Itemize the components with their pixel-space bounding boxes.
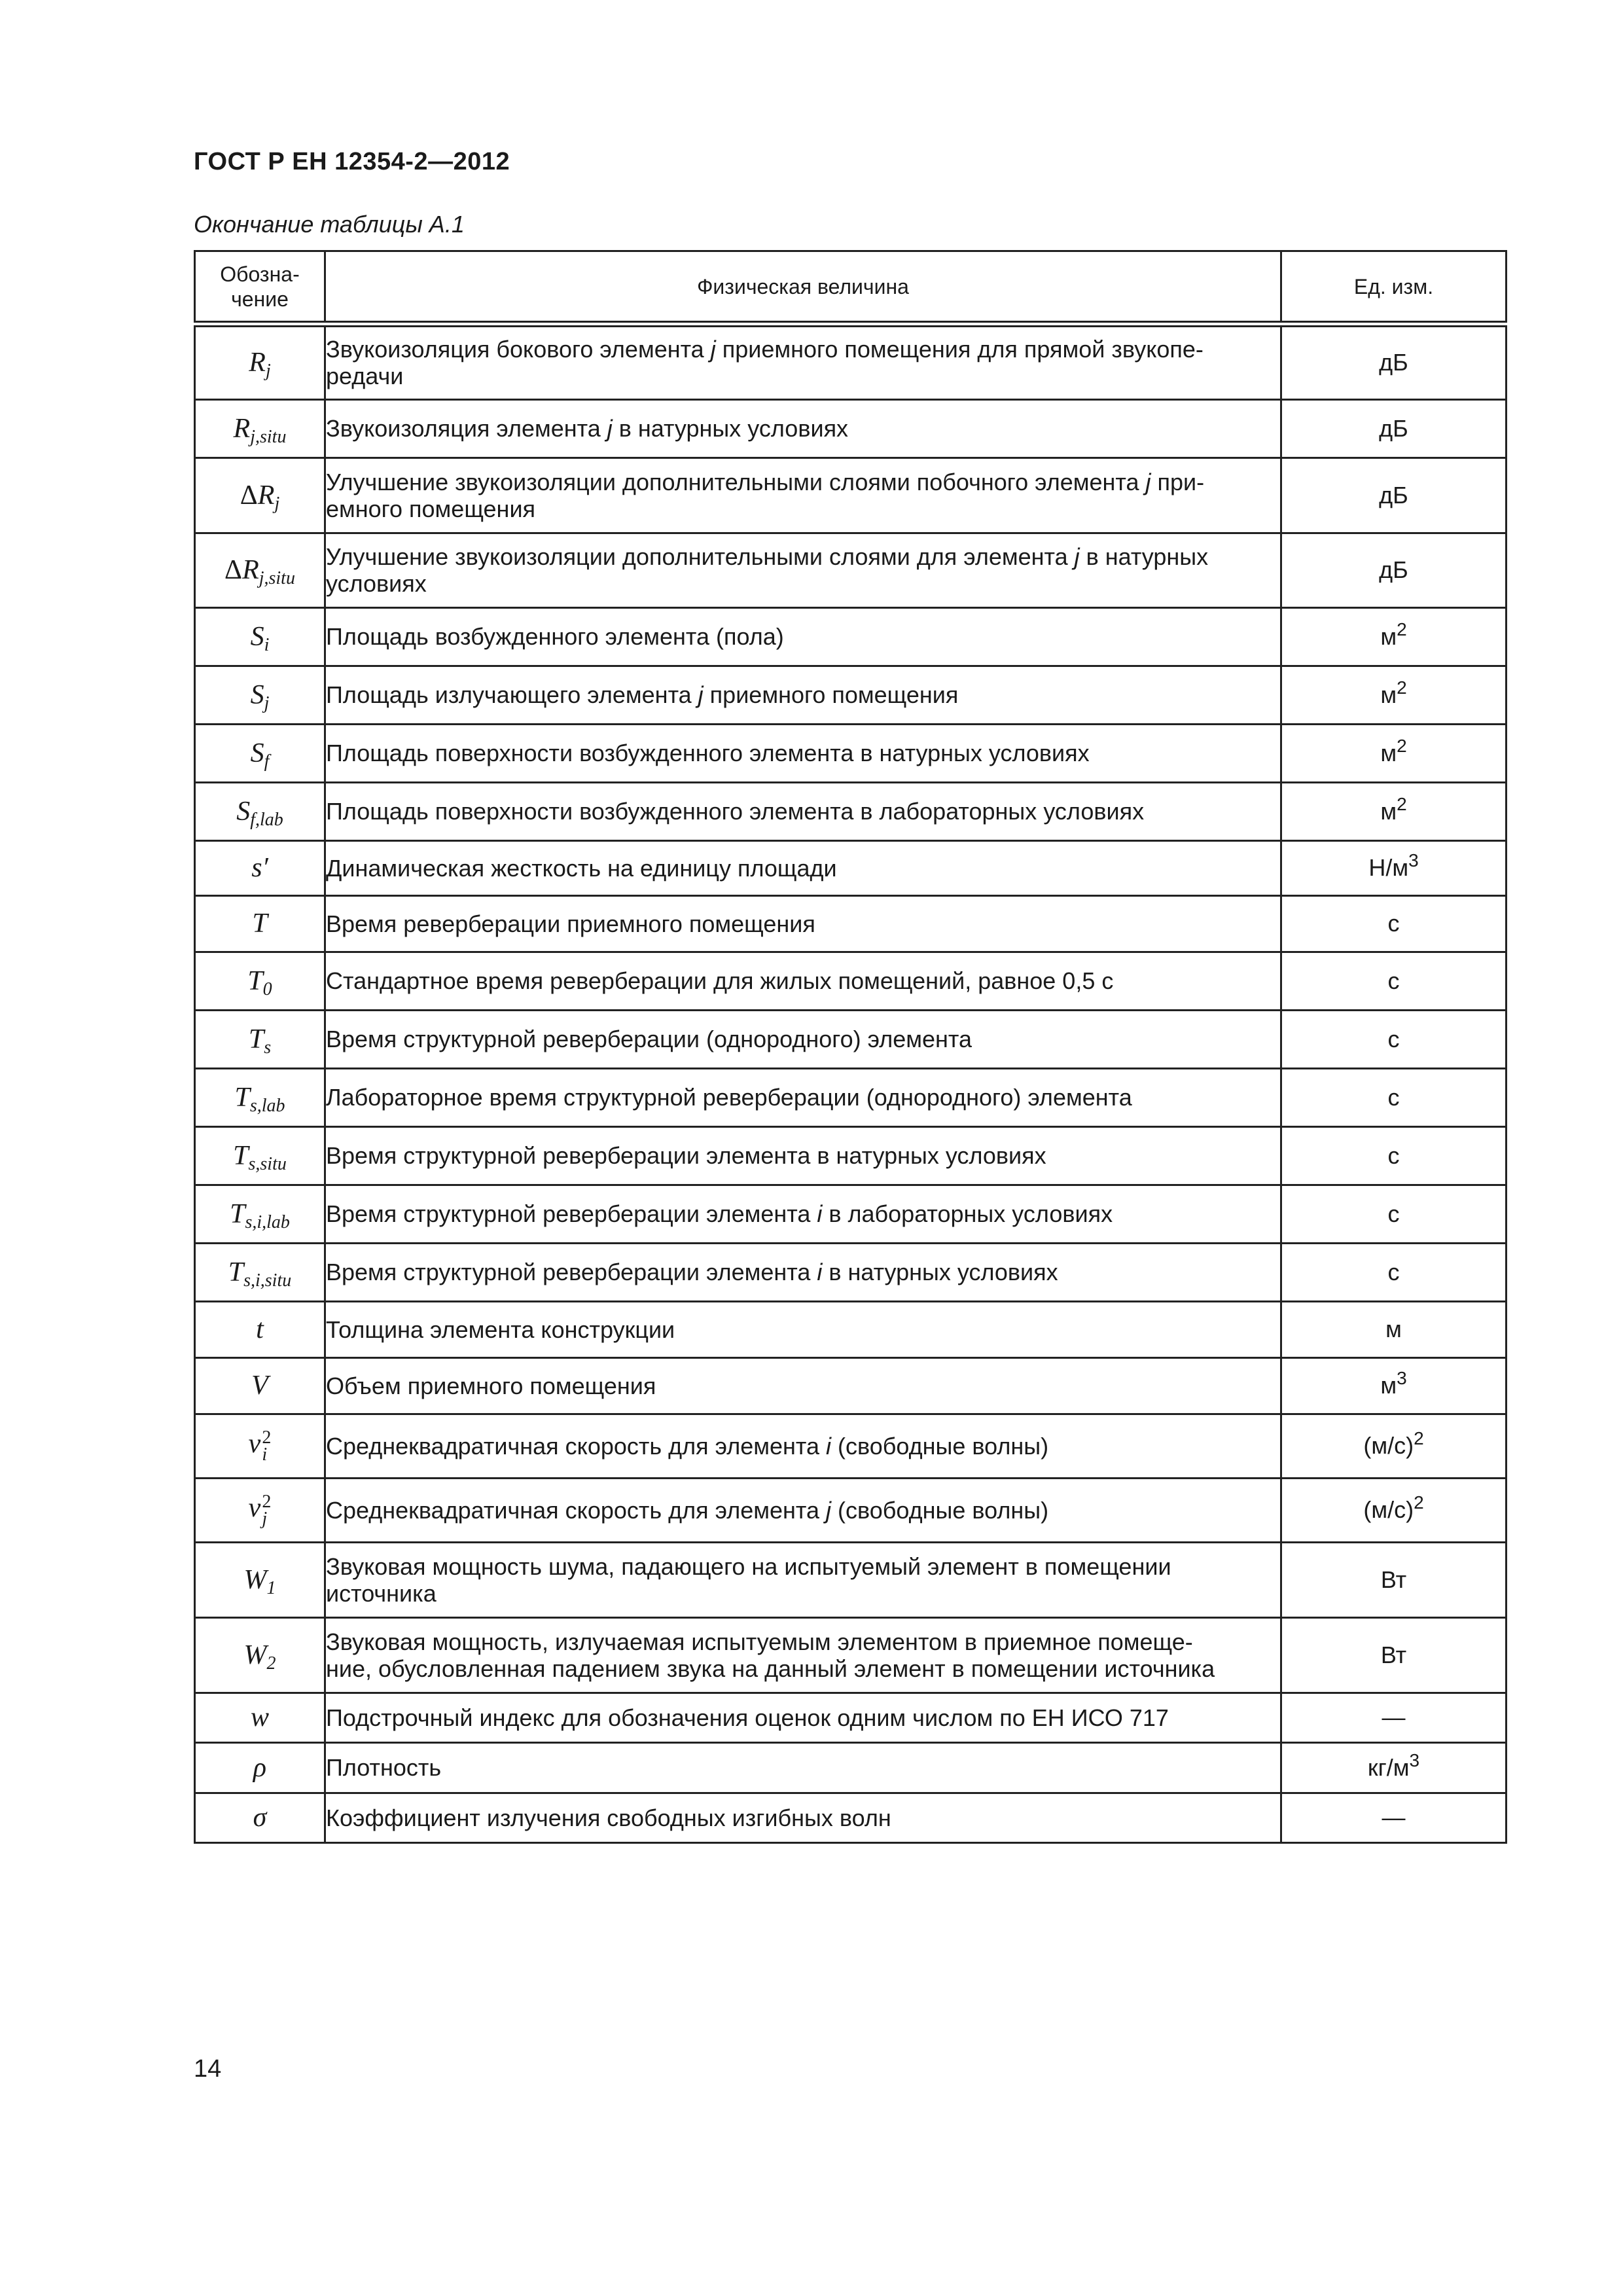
column-header-unit: Ед. изм. bbox=[1281, 251, 1507, 325]
table-row bbox=[195, 840, 1507, 895]
symbol-base: W bbox=[243, 1640, 267, 1670]
unit-cell bbox=[1281, 1010, 1507, 1068]
unit-superscript: 3 bbox=[1409, 1749, 1420, 1770]
description-text: приемного помещения bbox=[703, 681, 959, 708]
symbol-cell bbox=[195, 1478, 325, 1542]
table-row bbox=[195, 457, 1507, 533]
description-text: Среднеквадратичная скорость для элемента bbox=[326, 1432, 826, 1460]
table-row bbox=[195, 607, 1507, 666]
symbol-prefix: Δ bbox=[240, 480, 258, 511]
table-row bbox=[195, 1010, 1507, 1068]
quantity-description bbox=[325, 1793, 1281, 1842]
unit-text: (м/с) bbox=[1363, 1496, 1414, 1523]
unit-text: с bbox=[1387, 1200, 1400, 1227]
symbol-superscript: 2 bbox=[262, 1427, 272, 1448]
symbol-cell bbox=[195, 1126, 325, 1185]
symbol-subscript: 0 bbox=[262, 978, 272, 999]
table-header-row bbox=[195, 251, 1507, 325]
quantity-description bbox=[325, 324, 1281, 399]
unit-cell bbox=[1281, 533, 1507, 607]
description-text: в натурных условиях bbox=[326, 543, 1209, 597]
symbol-subscript: j bbox=[274, 493, 280, 514]
quantity-description bbox=[325, 457, 1281, 533]
unit-cell bbox=[1281, 1617, 1507, 1693]
symbol-cell bbox=[195, 1185, 325, 1243]
unit-cell bbox=[1281, 1185, 1507, 1243]
symbol-subscript: f bbox=[264, 751, 270, 772]
symbol-base: T bbox=[233, 1140, 249, 1171]
description-italic-index: j bbox=[1074, 543, 1080, 570]
unit-cell bbox=[1281, 1414, 1507, 1478]
table-row bbox=[195, 1693, 1507, 1742]
unit-text: с bbox=[1387, 1025, 1400, 1052]
description-text: Лабораторное время структурной реверберации (однородного) элемента bbox=[326, 1084, 1132, 1111]
table-row bbox=[195, 895, 1507, 952]
unit-text: дБ bbox=[1379, 414, 1408, 442]
unit-text: кг/м bbox=[1367, 1753, 1410, 1781]
symbol-subscript: s,i,situ bbox=[243, 1270, 292, 1291]
document-standard-header: ГОСТ Р ЕН 12354-2—2012 bbox=[194, 148, 510, 175]
quantity-description bbox=[325, 1478, 1281, 1542]
description-text: Стандартное время реверберации для жилых помещений, равное 0,5 с bbox=[326, 967, 1114, 994]
description-text: в лабораторных условиях bbox=[822, 1200, 1113, 1227]
unit-text: Н/м bbox=[1368, 854, 1409, 881]
unit-text: — bbox=[1382, 1804, 1406, 1831]
symbol-cell bbox=[195, 840, 325, 895]
quantity-description bbox=[325, 607, 1281, 666]
description-text: Время структурной реверберации элемента bbox=[326, 1200, 817, 1227]
unit-text: м bbox=[1380, 622, 1397, 650]
unit-cell bbox=[1281, 782, 1507, 840]
quantity-description bbox=[325, 533, 1281, 607]
unit-superscript: 2 bbox=[1397, 677, 1407, 698]
description-text: Подстрочный индекс для обозначения оценок одним числом по ЕН ИСО 717 bbox=[326, 1704, 1169, 1731]
unit-text: с bbox=[1387, 1258, 1400, 1285]
symbol-subscript: s,i,lab bbox=[245, 1211, 290, 1232]
symbol-subscript: 1 bbox=[266, 1577, 276, 1598]
symbol-cell bbox=[195, 724, 325, 782]
symbol-base: S bbox=[236, 796, 251, 827]
unit-text: — bbox=[1382, 1704, 1406, 1731]
symbol-cell bbox=[195, 399, 325, 457]
unit-text: м bbox=[1380, 1372, 1397, 1399]
unit-text: с bbox=[1387, 1141, 1400, 1169]
unit-text: Вт bbox=[1380, 1566, 1407, 1593]
unit-cell bbox=[1281, 607, 1507, 666]
quantity-description bbox=[325, 1693, 1281, 1742]
symbol-cell bbox=[195, 1542, 325, 1617]
table-caption: Окончание таблицы А.1 bbox=[194, 211, 465, 238]
description-italic-index: j bbox=[698, 681, 704, 708]
unit-text: с bbox=[1387, 910, 1400, 937]
symbol-base: σ bbox=[253, 1803, 267, 1833]
symbol-subscript: s,lab bbox=[249, 1095, 285, 1116]
table-row bbox=[195, 1478, 1507, 1542]
table-row bbox=[195, 1185, 1507, 1243]
description-text: Площадь поверхности возбужденного элемента в лабораторных условиях bbox=[326, 798, 1145, 825]
unit-superscript: 2 bbox=[1397, 735, 1407, 756]
symbol-cell bbox=[195, 1742, 325, 1793]
quantity-description bbox=[325, 840, 1281, 895]
unit-text: с bbox=[1387, 1083, 1400, 1111]
unit-text: Вт bbox=[1380, 1641, 1407, 1668]
quantity-description bbox=[325, 1126, 1281, 1185]
table-row bbox=[195, 724, 1507, 782]
quantity-description bbox=[325, 666, 1281, 724]
quantity-description bbox=[325, 895, 1281, 952]
symbol-cell bbox=[195, 1068, 325, 1126]
description-text: Площадь поверхности возбужденного элемента в натурных условиях bbox=[326, 740, 1090, 766]
symbol-base: R bbox=[257, 480, 275, 511]
unit-cell bbox=[1281, 1243, 1507, 1301]
table-row bbox=[195, 324, 1507, 399]
unit-text: дБ bbox=[1379, 481, 1408, 509]
symbol-cell bbox=[195, 324, 325, 399]
symbol-cell bbox=[195, 895, 325, 952]
quantity-description bbox=[325, 782, 1281, 840]
symbol-cell bbox=[195, 1010, 325, 1068]
unit-cell bbox=[1281, 1793, 1507, 1842]
table-row bbox=[195, 399, 1507, 457]
page-number: 14 bbox=[194, 2055, 222, 2083]
quantity-description bbox=[325, 952, 1281, 1010]
symbol-subscript: s,situ bbox=[248, 1153, 287, 1174]
description-italic-index: i bbox=[826, 1432, 831, 1460]
column-header-symbol: Обозна- чение bbox=[195, 251, 325, 325]
description-italic-index: j bbox=[607, 415, 613, 442]
symbol-base: v bbox=[248, 1493, 261, 1524]
unit-text: дБ bbox=[1379, 349, 1408, 376]
unit-cell bbox=[1281, 840, 1507, 895]
symbol-cell bbox=[195, 457, 325, 533]
symbol-base: S bbox=[250, 738, 264, 768]
table-row bbox=[195, 1617, 1507, 1693]
unit-text: (м/с) bbox=[1363, 1432, 1414, 1459]
table-row bbox=[195, 666, 1507, 724]
symbol-base: S bbox=[250, 679, 264, 710]
quantity-description bbox=[325, 1301, 1281, 1357]
unit-superscript: 3 bbox=[1397, 1368, 1407, 1388]
description-text: (свободные волны) bbox=[831, 1496, 1049, 1524]
unit-text: м bbox=[1385, 1316, 1402, 1342]
table-body bbox=[195, 324, 1507, 1842]
table-row bbox=[195, 1742, 1507, 1793]
unit-cell bbox=[1281, 399, 1507, 457]
symbol-base: T bbox=[252, 908, 268, 939]
symbol-base: ρ bbox=[253, 1752, 267, 1783]
description-text: Улучшение звукоизоляции дополнительными слоями для элемента bbox=[326, 543, 1075, 570]
unit-cell bbox=[1281, 1357, 1507, 1414]
symbol-base: T bbox=[247, 965, 263, 996]
description-text: Среднеквадратичная скорость для элемента bbox=[326, 1496, 826, 1524]
symbol-base: V bbox=[251, 1371, 268, 1401]
symbol-base: w bbox=[250, 1702, 269, 1732]
symbol-cell bbox=[195, 782, 325, 840]
description-text: Звуковая мощность шума, падающего на испытуемый элемент в помещении источника bbox=[326, 1552, 1171, 1607]
unit-text: с bbox=[1387, 967, 1400, 994]
table-row bbox=[195, 533, 1507, 607]
description-text: Площадь возбужденного элемента (пола) bbox=[326, 623, 784, 650]
symbol-cell bbox=[195, 1693, 325, 1742]
symbol-base: R bbox=[249, 348, 266, 378]
table-row bbox=[195, 1243, 1507, 1301]
table-row bbox=[195, 1357, 1507, 1414]
description-italic-index: i bbox=[817, 1259, 823, 1285]
quantity-description bbox=[325, 1010, 1281, 1068]
description-italic-index: j bbox=[1145, 468, 1151, 495]
description-text: при- емного помещения bbox=[326, 468, 1205, 522]
symbol-cell bbox=[195, 952, 325, 1010]
unit-cell bbox=[1281, 724, 1507, 782]
table-row bbox=[195, 952, 1507, 1010]
description-text: Объем приемного помещения bbox=[326, 1372, 656, 1399]
unit-text: м bbox=[1380, 739, 1397, 766]
column-header-quantity: Физическая величина bbox=[325, 251, 1281, 325]
symbol-cell bbox=[195, 666, 325, 724]
description-italic-index: j bbox=[710, 336, 716, 363]
symbol-subscript: j,situ bbox=[259, 568, 295, 588]
quantity-description bbox=[325, 1068, 1281, 1126]
table-row bbox=[195, 1068, 1507, 1126]
symbol-cell bbox=[195, 1414, 325, 1478]
unit-text: дБ bbox=[1379, 556, 1408, 583]
symbol-base: R bbox=[242, 555, 259, 585]
symbol-cell bbox=[195, 1301, 325, 1357]
symbol-subscript: j bbox=[264, 692, 270, 713]
symbol-cell bbox=[195, 1357, 325, 1414]
quantity-description bbox=[325, 724, 1281, 782]
symbol-subscript: j bbox=[265, 361, 271, 382]
description-text: Звуковая мощность, излучаемая испытуемым элементом в приемное помеще- ние, обусловленная падением звука на данный элемент в помещении источника bbox=[326, 1628, 1215, 1682]
symbol-base: t bbox=[256, 1314, 264, 1344]
table-row bbox=[195, 1126, 1507, 1185]
symbol-cell bbox=[195, 1793, 325, 1842]
unit-superscript: 2 bbox=[1414, 1428, 1424, 1448]
unit-cell bbox=[1281, 457, 1507, 533]
quantity-description bbox=[325, 1617, 1281, 1693]
symbol-subscript: i bbox=[262, 1444, 268, 1465]
unit-cell bbox=[1281, 1542, 1507, 1617]
table-row bbox=[195, 1793, 1507, 1842]
description-text: Динамическая жесткость на единицу площади bbox=[326, 854, 837, 882]
quantity-description bbox=[325, 1357, 1281, 1414]
description-text: в натурных условиях bbox=[822, 1259, 1058, 1285]
quantity-description bbox=[325, 1542, 1281, 1617]
symbol-subscript: i bbox=[264, 634, 270, 655]
description-text: Время структурной реверберации элемента в натурных условиях bbox=[326, 1142, 1046, 1169]
unit-superscript: 2 bbox=[1397, 619, 1407, 639]
table-row bbox=[195, 1542, 1507, 1617]
unit-cell bbox=[1281, 1742, 1507, 1793]
unit-superscript: 2 bbox=[1397, 793, 1407, 814]
unit-superscript: 2 bbox=[1414, 1492, 1424, 1513]
table-row bbox=[195, 1414, 1507, 1478]
symbol-cell bbox=[195, 1617, 325, 1693]
table-row bbox=[195, 782, 1507, 840]
description-text: Время структурной реверберации (однородного) элемента bbox=[326, 1026, 972, 1052]
quantity-description bbox=[325, 1185, 1281, 1243]
symbol-base: s′ bbox=[251, 853, 268, 883]
symbol-subscript: 2 bbox=[266, 1653, 276, 1674]
symbol-base: W bbox=[243, 1564, 267, 1595]
description-text: Звукоизоляция элемента bbox=[326, 415, 607, 442]
symbol-subscript: j bbox=[262, 1508, 268, 1529]
symbol-cell bbox=[195, 1243, 325, 1301]
symbol-subscript: f,lab bbox=[250, 809, 283, 830]
description-italic-index: j bbox=[826, 1496, 831, 1524]
unit-cell bbox=[1281, 1301, 1507, 1357]
quantity-description bbox=[325, 1243, 1281, 1301]
unit-text: м bbox=[1380, 797, 1397, 825]
description-text: Улучшение звукоизоляции дополнительными слоями побочного элемента bbox=[326, 468, 1146, 495]
unit-cell bbox=[1281, 1478, 1507, 1542]
description-text: Звукоизоляция бокового элемента bbox=[326, 336, 711, 363]
symbol-base: S bbox=[250, 621, 264, 652]
symbol-base: T bbox=[230, 1198, 245, 1229]
description-text: приемного помещения для прямой звукопе- редачи bbox=[326, 336, 1204, 390]
description-text: (свободные волны) bbox=[831, 1432, 1049, 1460]
symbol-base: R bbox=[233, 413, 251, 444]
symbol-cell bbox=[195, 607, 325, 666]
symbol-subscript: s bbox=[264, 1037, 272, 1058]
description-text: Толщина элемента конструкции bbox=[326, 1316, 675, 1343]
symbol-base: T bbox=[248, 1024, 264, 1054]
description-text: Площадь излучающего элемента bbox=[326, 681, 698, 708]
unit-cell bbox=[1281, 1693, 1507, 1742]
symbol-base: T bbox=[234, 1082, 250, 1113]
description-text: Время структурной реверберации элемента bbox=[326, 1259, 817, 1285]
description-text: в натурных условиях bbox=[612, 415, 849, 442]
symbol-base: T bbox=[228, 1257, 244, 1287]
symbol-prefix: Δ bbox=[224, 555, 243, 585]
unit-cell bbox=[1281, 1068, 1507, 1126]
unit-cell bbox=[1281, 952, 1507, 1010]
symbols-table bbox=[194, 250, 1507, 1844]
symbol-base: v bbox=[248, 1429, 261, 1460]
unit-superscript: 3 bbox=[1408, 850, 1419, 870]
symbol-superscript: 2 bbox=[262, 1491, 272, 1512]
quantity-description bbox=[325, 1742, 1281, 1793]
unit-cell bbox=[1281, 895, 1507, 952]
description-text: Плотность bbox=[326, 1754, 442, 1781]
symbol-subscript: j,situ bbox=[250, 426, 287, 447]
description-italic-index: i bbox=[817, 1200, 823, 1227]
unit-cell bbox=[1281, 324, 1507, 399]
description-text: Коэффициент излучения свободных изгибных волн bbox=[326, 1804, 891, 1831]
unit-cell bbox=[1281, 1126, 1507, 1185]
symbol-cell bbox=[195, 533, 325, 607]
quantity-description bbox=[325, 1414, 1281, 1478]
quantity-description bbox=[325, 399, 1281, 457]
table-row bbox=[195, 1301, 1507, 1357]
unit-cell bbox=[1281, 666, 1507, 724]
description-text: Время реверберации приемного помещения bbox=[326, 910, 815, 937]
unit-text: м bbox=[1380, 681, 1397, 708]
